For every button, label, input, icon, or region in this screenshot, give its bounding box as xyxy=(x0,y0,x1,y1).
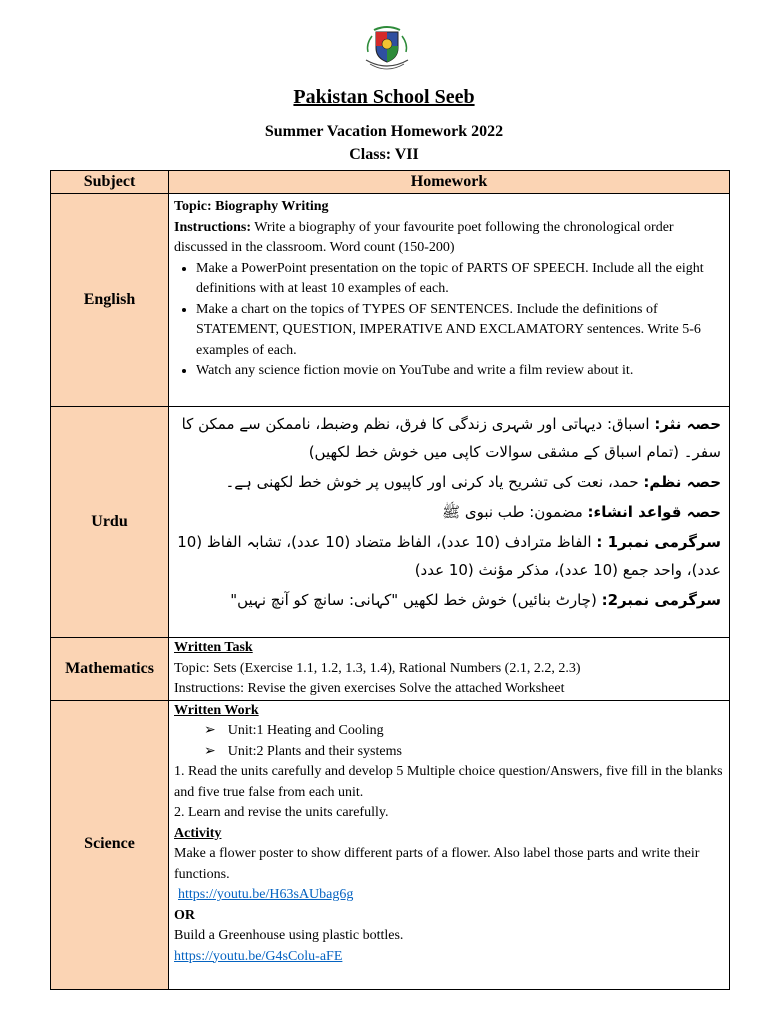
english-topic: Topic: Biography Writing xyxy=(174,199,329,214)
greenhouse-text: Build a Greenhouse using plastic bottles. xyxy=(174,928,404,943)
table-header-row xyxy=(51,171,730,194)
youtube-link-1[interactable]: https://youtu.be/H63sAUbag6g xyxy=(178,887,354,902)
urdu-line: سرگرمی نمبر2: (چارٹ بنائیں) خوش خط لکھیں "کہانی: سانچ کو آنچ نہیں" xyxy=(230,591,721,609)
class-label: Class: VII xyxy=(349,146,419,163)
list-item: • Make a chart on the topics of TYPES OF SENTENCES. Include the definitions of STATEMENT, QUESTION, IMPERATIVE AND EXCLAMATORY sentences. Write 5-6 examples of each. xyxy=(196,300,724,362)
list-item: ➢ Unit:1 Heating and Cooling xyxy=(204,721,724,742)
subject-mathematics: Mathematics xyxy=(51,638,169,701)
homework-column-header: Homework xyxy=(169,171,730,194)
list-item: • Make a PowerPoint presentation on the topic of PARTS OF SPEECH. Include all the eight definitions with at least 10 examples of each. xyxy=(196,259,724,300)
mathematics-heading: Written Task xyxy=(174,640,253,655)
table-row-urdu xyxy=(51,407,730,638)
urdu-line: حصہ نثر: اسباق: دیہاتی اور شہری زندگی کا فرق، نظم وضبط، ناممکن سے ممکن کا سفر۔ (تمام اسباق کے مشقی سوالات کاپی میں خوش خط لکھیں) xyxy=(181,415,721,461)
activity-text: Make a flower poster to show different parts of a flower. Also label those parts and write their functions. xyxy=(174,846,700,882)
youtube-link-2[interactable]: https://youtu.be/G4sColu-aFE xyxy=(174,948,343,964)
urdu-line: سرگرمی نمبر1 : الفاظ مترادف (10 عدد)، الفاظ متضاد (10 عدد)، تشابہ الفاظ (10 عدد)، واحد جمع (10 عدد)، مذکر مؤنث (10 عدد) xyxy=(177,533,721,579)
science-unit-list xyxy=(174,721,724,762)
activity-heading: Activity xyxy=(174,825,222,841)
english-homework xyxy=(169,194,730,407)
urdu-line: حصہ نظم: حمد، نعت کی تشریح یاد کرنی اور کاپیوں پر خوش خط لکھنی ہے۔ xyxy=(225,473,721,491)
science-point-1: 1. Read the units carefully and develop 5 Multiple choice question/Answers, five fill in the blanks and five true false from each unit. xyxy=(174,764,723,800)
table-row-mathematics xyxy=(51,638,730,701)
subject-column-header: Subject xyxy=(51,171,169,194)
table-row-science xyxy=(51,700,730,989)
subject-urdu: Urdu xyxy=(51,407,169,638)
school-crest-logo xyxy=(362,22,412,72)
science-point-2: 2. Learn and revise the units carefully. xyxy=(174,805,389,820)
urdu-line: حصہ قواعد انشاء: مضمون: طب نبوی ﷺ xyxy=(441,503,721,521)
urdu-homework xyxy=(169,407,730,638)
list-item: • Watch any science fiction movie on YouTube and write a film review about it. xyxy=(196,361,724,382)
table-row-english xyxy=(51,194,730,407)
english-instructions: Instructions: Write a biography of your favourite poet following the chronological order discussed in the classroom. Word count (150-200) xyxy=(174,219,674,255)
subject-science: Science xyxy=(51,700,169,989)
homework-table xyxy=(50,170,730,990)
mathematics-homework xyxy=(169,638,730,701)
science-homework xyxy=(169,700,730,989)
list-item: ➢ Unit:2 Plants and their systems xyxy=(204,742,724,763)
school-name: Pakistan School Seeb xyxy=(293,86,475,108)
english-task-list xyxy=(174,259,724,382)
homework-title: Summer Vacation Homework 2022 xyxy=(264,123,504,140)
mathematics-instructions: Instructions: Revise the given exercises Solve the attached Worksheet xyxy=(174,681,565,696)
or-label: OR xyxy=(174,907,195,923)
science-heading: Written Work xyxy=(174,702,259,718)
subject-english: English xyxy=(51,194,169,407)
mathematics-topic: Topic: Sets (Exercise 1.1, 1.2, 1.3, 1.4), Rational Numbers (2.1, 2.2, 2.3) xyxy=(174,660,581,676)
